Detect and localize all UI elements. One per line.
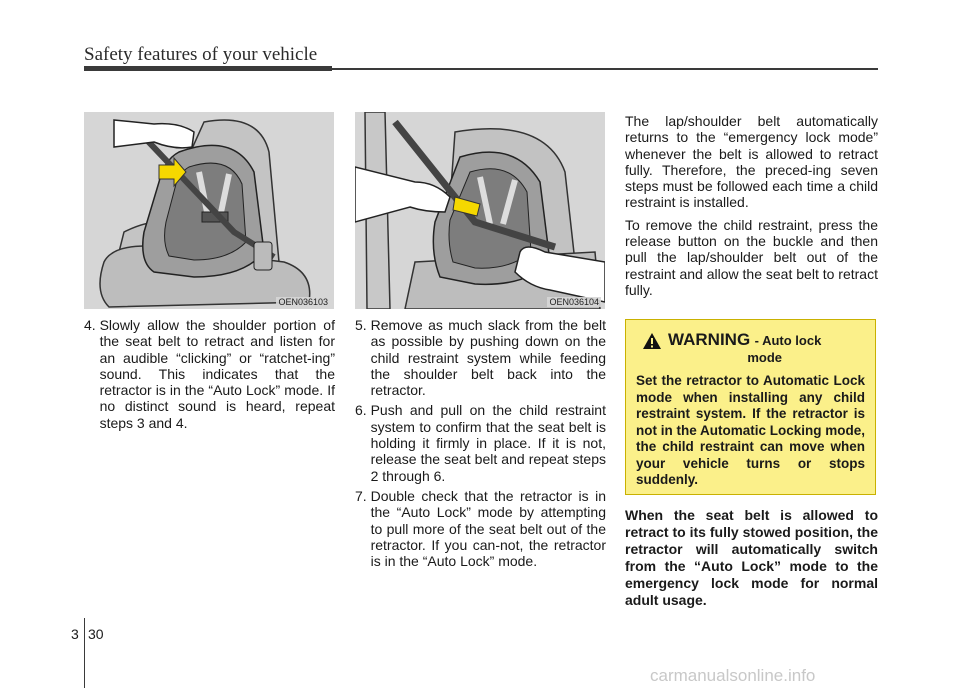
step-text: Push and pull on the child restraint system to confirm that the seat belt is holding it firmly in place. If it is not, release the seat belt and repeat steps 2 through 6.: [370, 402, 606, 484]
column-2-text: [355, 317, 606, 573]
paragraph-emergency-lock: The lap/shoulder belt automatically returns to the “emergency lock mode” whenever the belt is allowed to retract fully. Therefore, the preced-ing seven steps must be followed each time a child restraint is installed.: [625, 113, 878, 211]
warning-title: WARNING: [668, 330, 751, 349]
warning-title-block: [668, 330, 821, 365]
step-text: Double check that the retractor is in the “Auto Lock” mode by attempting to pull more of the seat belt out of the retractor. If you can-not, the retractor is in the “Auto Lock” mode.: [370, 487, 606, 570]
figure-child-seat-retract: [84, 112, 334, 309]
step-number: 5.: [355, 317, 371, 333]
warning-body: Set the retractor to Automatic Lock mode when installing any child restraint system. If the retractor is not in the Automatic Locking mode, the child restraint can move when your vehicle turns or stops suddenly.: [636, 373, 865, 487]
warning-box: [625, 319, 876, 495]
warning-subtitle-2: mode: [747, 350, 782, 365]
warning-header: [636, 330, 865, 365]
figure-child-seat-push: [355, 112, 605, 309]
figure-label: OEN036103: [278, 297, 328, 307]
step-5: [355, 317, 606, 398]
step-number: 6.: [355, 402, 371, 419]
paragraph-auto-lock-switch: When the seat belt is allowed to retract to its fully stowed position, the retractor will automatically switch from the “Auto Lock” mode to the emergency lock mode for normal adult usage.: [625, 507, 878, 608]
footer-divider: [84, 618, 85, 688]
paragraph-remove-restraint: To remove the child restraint, press the release button on the buckle and then pull the lap/shoulder belt out of the restraint and allow the seat belt to retract fully.: [625, 216, 878, 298]
header-title: Safety features of your vehicle: [84, 44, 318, 65]
step-7: [355, 488, 606, 569]
chapter-number: 3: [71, 626, 79, 642]
figure-label: OEN036104: [549, 297, 599, 307]
step-text: Remove as much slack from the belt as possible by pushing down on the child restraint system while feeding the shoulder belt back into the retractor.: [370, 317, 606, 399]
column-1-text: [84, 317, 335, 435]
column-3-text: [625, 113, 878, 304]
step-6: [355, 402, 606, 483]
child-seat-illustration-1: [84, 112, 334, 309]
warning-subtitle: - Auto lock: [754, 333, 822, 348]
child-seat-illustration-2: [355, 112, 605, 309]
header-rule-accent: [84, 66, 332, 71]
warning-triangle-icon: [642, 332, 662, 350]
step-number: 7.: [355, 487, 371, 504]
step-number: 4.: [84, 317, 100, 333]
step-4: [84, 317, 335, 431]
watermark: carmanualsonline.info: [650, 666, 816, 685]
page-number: 30: [88, 626, 104, 642]
step-text: Slowly allow the shoulder portion of the seat belt to retract and listen for an audible “clicking” or “ratchet-ing” sound. This indicates that the retractor is in the “Auto Lock” mode. If no distinct sound is heard, repeat steps 3 and 4.: [99, 317, 335, 431]
